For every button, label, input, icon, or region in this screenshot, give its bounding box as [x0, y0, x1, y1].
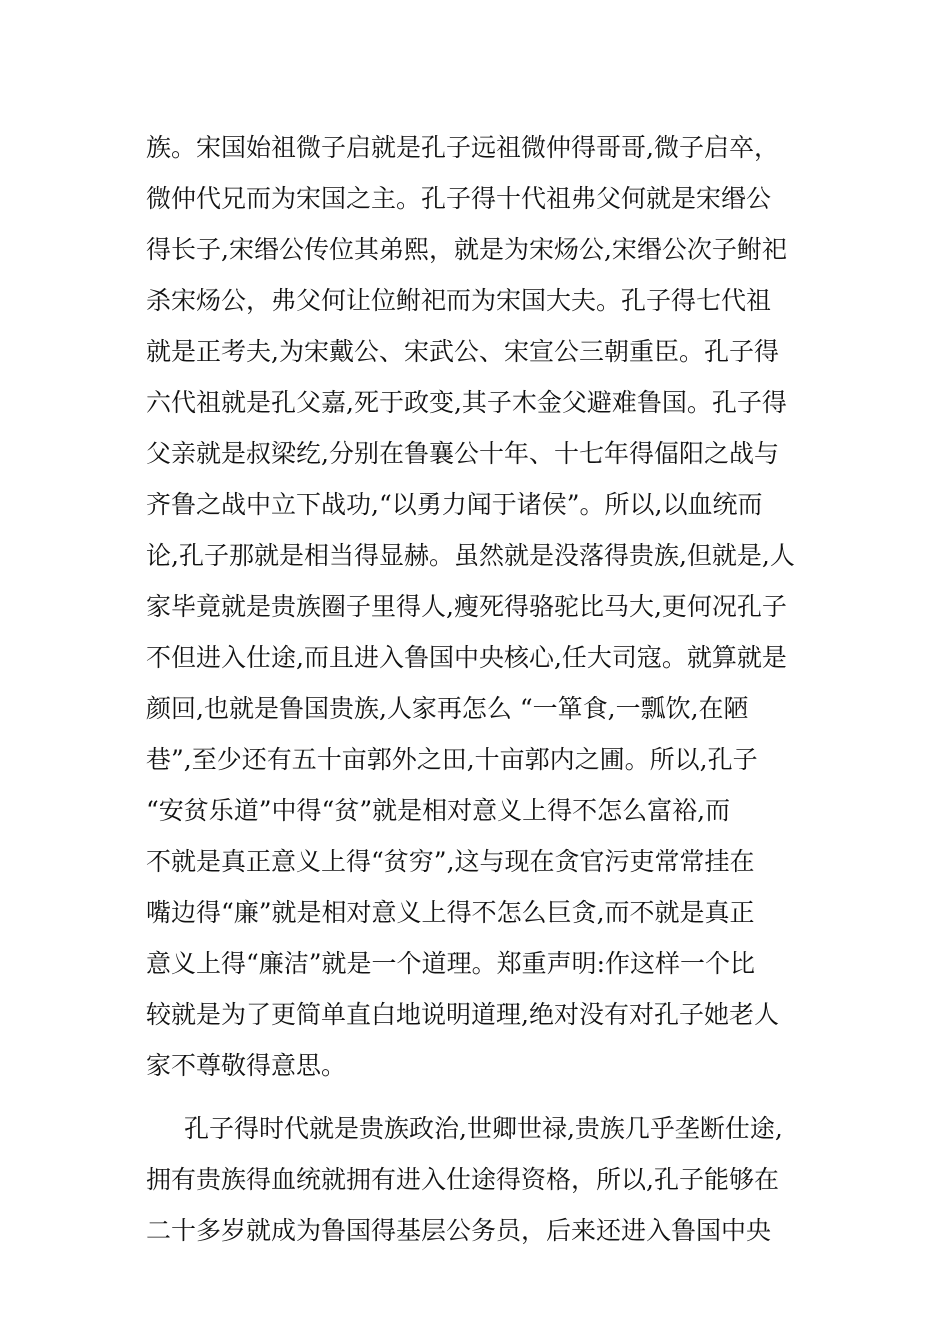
paragraph-1 [146, 122, 806, 1091]
text-line: 六代祖就是孔父嘉,死于政变,其子木金父避难鲁国。孔子得 [146, 388, 787, 417]
text-line: 不就是真正意义上得“贫穷”,这与现在贪官污吏常常挂在 [146, 847, 755, 876]
text-line: 不但进入仕途,而且进入鲁国中央核心,任大司寇。就算就是 [146, 643, 787, 672]
text-line: 微仲代兄而为宋国之主。孔子得十代祖弗父何就是宋缗公 [146, 184, 772, 213]
text-line: 论,孔子那就是相当得显赫。虽然就是没落得贵族,但就是,人 [146, 541, 795, 570]
text-line: 家毕竟就是贵族圈子里得人,瘦死得骆驼比马大,更何况孔子 [146, 592, 787, 621]
text-line: 得长子,宋缗公传位其弟熙，就是为宋炀公,宋缗公次子鲋祀 [146, 235, 787, 264]
text-line: 家不尊敬得意思。 [146, 1051, 347, 1080]
text-line: 孔子得时代就是贵族政治,世卿世禄,贵族几乎垄断仕途, [184, 1114, 783, 1143]
text-line: 就是正考夫,为宋戴公、宋武公、宋宣公三朝重臣。孔子得 [146, 337, 779, 366]
text-line: 较就是为了更简单直白地说明道理,绝对没有对孔子她老人 [146, 1000, 779, 1029]
paragraph-2 [146, 1103, 806, 1256]
text-line: 齐鲁之战中立下战功,“以勇力闻于诸侯”。所以,以血统而 [146, 490, 763, 519]
text-line: 拥有贵族得血统就拥有进入仕途得资格，所以,孔子能够在 [146, 1165, 779, 1194]
text-line: 巷”,至少还有五十亩郭外之田,十亩郭内之圃。所以,孔子 [146, 745, 758, 774]
text-line: “安贫乐道”中得“贫”就是相对意义上得不怎么富裕,而 [146, 796, 731, 825]
body-text [146, 122, 806, 1256]
text-line: 父亲就是叔梁纥,分别在鲁襄公十年、十七年得偪阳之战与 [146, 439, 779, 468]
paragraph-spacer [146, 1091, 806, 1103]
text-line: 嘴边得“廉”就是相对意义上得不怎么巨贪,而不就是真正 [146, 898, 755, 927]
text-line: 杀宋炀公，弗父何让位鲋祀而为宋国大夫。孔子得七代祖 [146, 286, 772, 315]
text-line: 二十多岁就成为鲁国得基层公务员，后来还进入鲁国中央 [146, 1216, 772, 1245]
text-line: 颜回,也就是鲁国贵族,人家再怎么 “一箪食,一瓢饮,在陋 [146, 694, 749, 723]
text-line: 族。宋国始祖微子启就是孔子远祖微仲得哥哥,微子启卒， [146, 133, 779, 162]
text-line: 意义上得“廉洁”就是一个道理。郑重声明:作这样一个比 [146, 949, 755, 978]
